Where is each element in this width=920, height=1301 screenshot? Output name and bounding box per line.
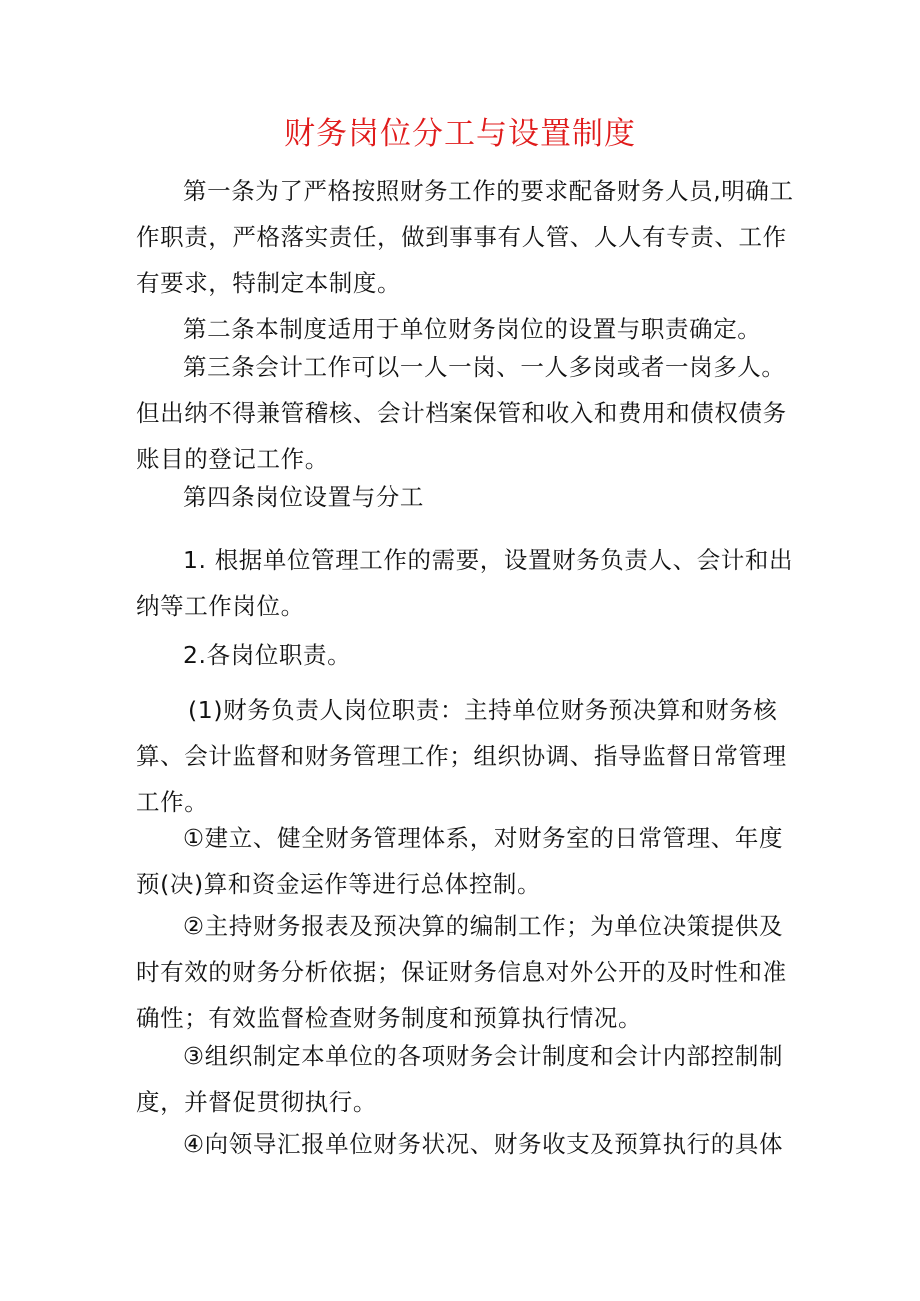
document-title: 财务岗位分工与设置制度 bbox=[284, 116, 636, 152]
paragraph-duty-1: ①建立、健全财务管理体系，对财务室的日常管理、年度预(决)算和资金运作等进行总体控制。 bbox=[136, 824, 784, 898]
paragraph-article-3: 第三条会计工作可以一人一岗、一人多岗或者一岗多人。但出纳不得兼管稽核、会计档案保管和收入和费用和债权债务账目的登记工作。 bbox=[136, 353, 787, 473]
paragraph-item-2: 2.各岗位职责。 bbox=[183, 641, 352, 669]
paragraph-article-4: 第四条岗位设置与分工 bbox=[183, 483, 424, 511]
paragraph-duty-4: ④向领导汇报单位财务状况、财务收支及预算执行的具体 bbox=[183, 1130, 784, 1158]
paragraph-duty-3: ③组织制定本单位的各项财务会计制度和会计内部控制制度，并督促贯彻执行。 bbox=[136, 1042, 784, 1116]
paragraph-item-1: 1. 根据单位管理工作的需要，设置财务负责人、会计和出纳等工作岗位。 bbox=[136, 546, 794, 620]
paragraph-subitem-1: (1)财务负责人岗位职责：主持单位财务预决算和财务核算、会计监督和财务管理工作；组织协调、指导监督日常管理工作。 bbox=[136, 696, 787, 816]
paragraph-article-2: 第二条本制度适用于单位财务岗位的设置与职责确定。 bbox=[183, 315, 762, 343]
paragraph-duty-2: ②主持财务报表及预决算的编制工作；为单位决策提供及时有效的财务分析依据；保证财务信息对外公开的及时性和准确性；有效监督检查财务制度和预算执行情况。 bbox=[136, 912, 787, 1032]
paragraph-article-1: 第一条为了严格按照财务工作的要求配备财务人员,明确工作职责，严格落实责任，做到事事有人管、人人有专责、工作有要求，特制定本制度。 bbox=[136, 177, 794, 297]
